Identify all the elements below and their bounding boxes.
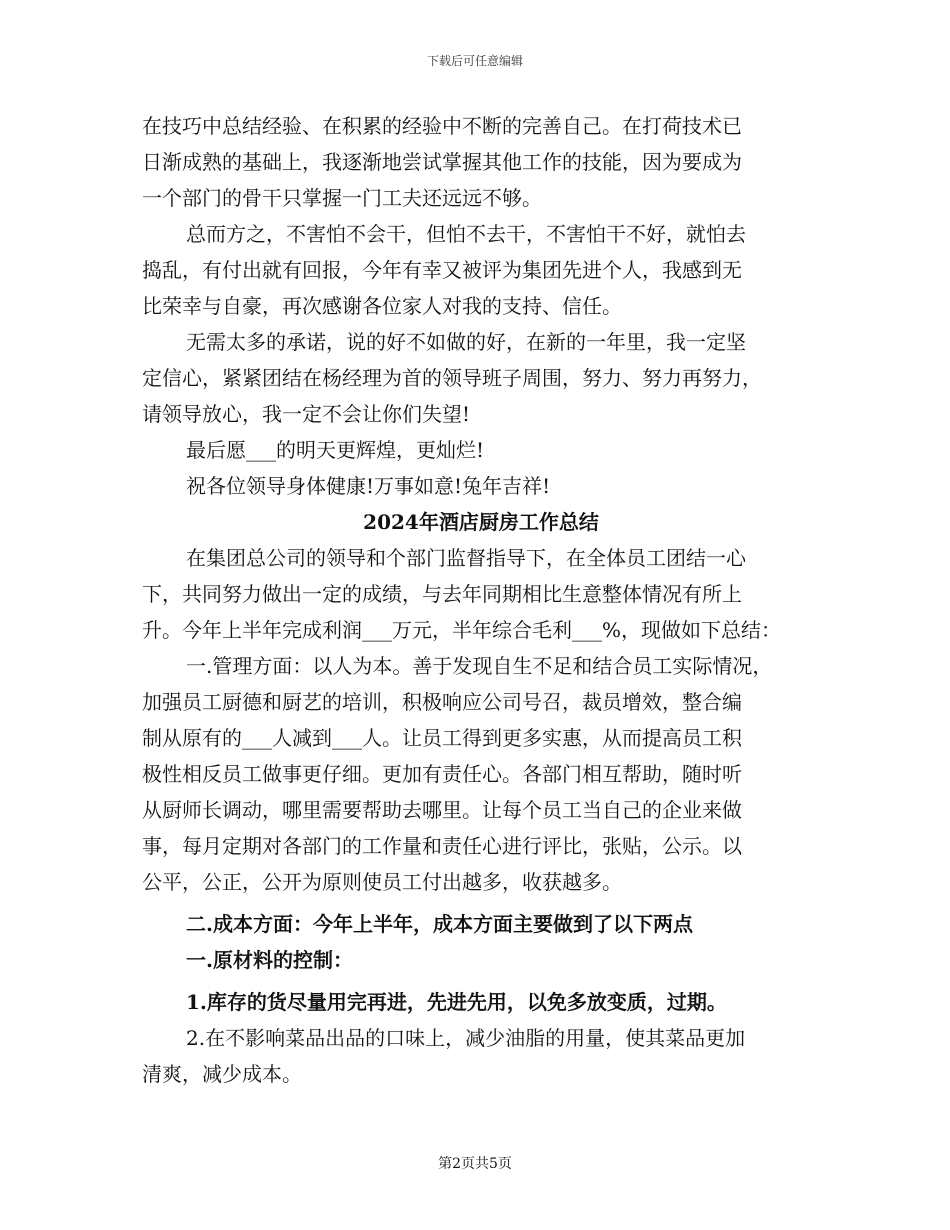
paragraph-5 xyxy=(142,468,820,504)
text-line: 比荣幸与自豪，再次感谢各位家人对我的支持、信任。 xyxy=(142,294,622,318)
paragraph-4 xyxy=(142,432,820,468)
paragraph-2 xyxy=(142,216,820,324)
heading-inventory: 1.库存的货尽量用完再进，先进先用，以免多放变质，过期。 xyxy=(186,990,727,1014)
text-line: 极性相反员工做事更仔细。更加有责任心。各部门相互帮助，随时听 xyxy=(142,762,742,786)
text-line: 加强员工厨德和厨艺的培训，积极响应公司号召，裁员增效，整合编 xyxy=(142,690,742,714)
text-line: 制从原有的___人减到___人。让员工得到更多实惠，从而提高员工积 xyxy=(142,726,742,750)
text-line: 升。今年上半年完成利润___万元，半年综合毛利___%，现做如下总结： xyxy=(142,618,782,642)
text-line: 2.在不影响菜品出品的口味上，减少油脂的用量，使其菜品更加 xyxy=(186,1026,746,1050)
paragraph-7 xyxy=(142,648,820,900)
text-line: 在集团总公司的领导和个部门监督指导下，在全体员工团结一心 xyxy=(186,546,746,570)
page-footer: 第2页共5页 xyxy=(438,1156,512,1172)
text-line: 下，共同努力做出一定的成绩，与去年同期相比生意整体情况有所上 xyxy=(142,582,742,606)
text-line: 请领导放心，我一定不会让你们失望! xyxy=(142,402,471,426)
text-line: 一.管理方面：以人为本。善于发现自生不足和结合员工实际情况， xyxy=(186,654,773,678)
text-line: 事，每月定期对各部门的工作量和责任心进行评比，张贴，公示。以 xyxy=(142,834,742,858)
paragraph-6 xyxy=(142,540,820,648)
text-line: 日渐成熟的基础上，我逐渐地尝试掌握其他工作的技能，因为要成为 xyxy=(142,150,742,174)
text-line: 祝各位领导身体健康!万事如意!兔年吉祥! xyxy=(186,474,551,498)
heading-cost: 二.成本方面：今年上半年，成本方面主要做到了以下两点 xyxy=(186,912,693,936)
text-line: 最后愿___的明天更辉煌，更灿烂! xyxy=(186,438,485,462)
text-line: 捣乱，有付出就有回报，今年有幸又被评为集团先进个人，我感到无 xyxy=(142,258,742,282)
text-line: 定信心，紧紧团结在杨经理为首的领导班子周围，努力、努力再努力， xyxy=(142,366,762,390)
text-line: 公平，公正，公开为原则使员工付出越多，收获越多。 xyxy=(142,870,622,894)
heading-materials: 一.原材料的控制： xyxy=(186,948,353,972)
text-line: 在技巧中总结经验、在积累的经验中不断的完善自己。在打荷技术已 xyxy=(142,114,742,138)
section-title: 2024年酒店厨房工作总结 xyxy=(363,510,599,534)
text-line: 一个部门的骨干只掌握一门工夫还远远不够。 xyxy=(142,186,542,210)
text-line: 总而方之，不害怕不会干，但怕不去干，不害怕干不好，就怕去 xyxy=(186,222,746,246)
paragraph-1 xyxy=(142,108,820,216)
document-body xyxy=(142,108,820,1092)
text-line: 无需太多的承诺，说的好不如做的好，在新的一年里，我一定坚 xyxy=(186,330,746,354)
text-line: 从厨师长调动，哪里需要帮助去哪里。让每个员工当自己的企业来做 xyxy=(142,798,742,822)
paragraph-3 xyxy=(142,324,820,432)
header-note: 下载后可任意编辑 xyxy=(426,54,523,68)
paragraph-8 xyxy=(142,1020,820,1092)
text-line: 清爽，减少成本。 xyxy=(142,1062,302,1086)
